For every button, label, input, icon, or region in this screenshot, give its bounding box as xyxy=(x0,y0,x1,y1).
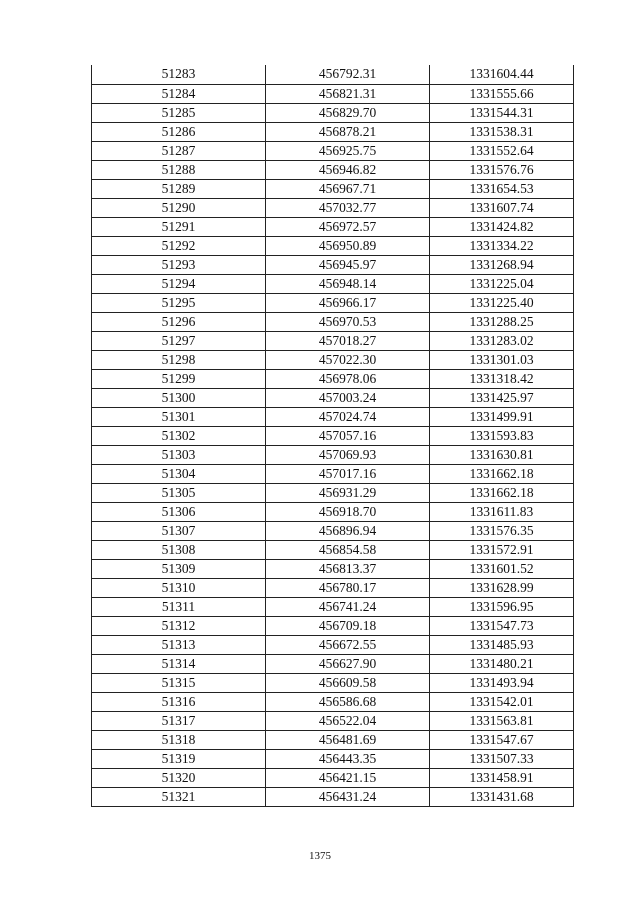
point-id-cell: 51293 xyxy=(92,255,266,274)
y-coordinate-cell: 1331662.18 xyxy=(430,483,574,502)
x-coordinate-cell: 456627.90 xyxy=(266,654,430,673)
y-coordinate-cell: 1331288.25 xyxy=(430,312,574,331)
table-row xyxy=(92,578,574,597)
point-id-cell: 51294 xyxy=(92,274,266,293)
point-id-cell: 51312 xyxy=(92,616,266,635)
table-row xyxy=(92,597,574,616)
point-id-cell: 51300 xyxy=(92,388,266,407)
x-coordinate-cell: 457024.74 xyxy=(266,407,430,426)
table-row xyxy=(92,616,574,635)
point-id-cell: 51305 xyxy=(92,483,266,502)
point-id-cell: 51321 xyxy=(92,787,266,806)
x-coordinate-cell: 456431.24 xyxy=(266,787,430,806)
table-row xyxy=(92,787,574,806)
table-row xyxy=(92,312,574,331)
y-coordinate-cell: 1331431.68 xyxy=(430,787,574,806)
y-coordinate-cell: 1331555.66 xyxy=(430,84,574,103)
point-id-cell: 51286 xyxy=(92,122,266,141)
y-coordinate-cell: 1331611.83 xyxy=(430,502,574,521)
y-coordinate-cell: 1331607.74 xyxy=(430,198,574,217)
x-coordinate-cell: 456821.31 xyxy=(266,84,430,103)
x-coordinate-cell: 456918.70 xyxy=(266,502,430,521)
table-row xyxy=(92,179,574,198)
x-coordinate-cell: 457003.24 xyxy=(266,388,430,407)
point-id-cell: 51299 xyxy=(92,369,266,388)
point-id-cell: 51307 xyxy=(92,521,266,540)
point-id-cell: 51291 xyxy=(92,217,266,236)
x-coordinate-cell: 456813.37 xyxy=(266,559,430,578)
x-coordinate-cell: 456741.24 xyxy=(266,597,430,616)
table-row xyxy=(92,84,574,103)
x-coordinate-cell: 456946.82 xyxy=(266,160,430,179)
x-coordinate-cell: 456481.69 xyxy=(266,730,430,749)
point-id-cell: 51295 xyxy=(92,293,266,312)
point-id-cell: 51314 xyxy=(92,654,266,673)
table-row xyxy=(92,654,574,673)
table-row xyxy=(92,141,574,160)
y-coordinate-cell: 1331225.40 xyxy=(430,293,574,312)
point-id-cell: 51313 xyxy=(92,635,266,654)
y-coordinate-cell: 1331538.31 xyxy=(430,122,574,141)
y-coordinate-cell: 1331547.73 xyxy=(430,616,574,635)
point-id-cell: 51289 xyxy=(92,179,266,198)
x-coordinate-cell: 457069.93 xyxy=(266,445,430,464)
table-row xyxy=(92,768,574,787)
table-row xyxy=(92,711,574,730)
y-coordinate-cell: 1331604.44 xyxy=(430,65,574,84)
y-coordinate-cell: 1331593.83 xyxy=(430,426,574,445)
x-coordinate-cell: 456522.04 xyxy=(266,711,430,730)
table-row xyxy=(92,635,574,654)
y-coordinate-cell: 1331563.81 xyxy=(430,711,574,730)
table-row xyxy=(92,464,574,483)
x-coordinate-cell: 456829.70 xyxy=(266,103,430,122)
y-coordinate-cell: 1331547.67 xyxy=(430,730,574,749)
x-coordinate-cell: 456443.35 xyxy=(266,749,430,768)
x-coordinate-cell: 457017.16 xyxy=(266,464,430,483)
table-row xyxy=(92,692,574,711)
table-row xyxy=(92,730,574,749)
x-coordinate-cell: 456421.15 xyxy=(266,768,430,787)
y-coordinate-cell: 1331301.03 xyxy=(430,350,574,369)
x-coordinate-cell: 456792.31 xyxy=(266,65,430,84)
table-row xyxy=(92,293,574,312)
y-coordinate-cell: 1331425.97 xyxy=(430,388,574,407)
y-coordinate-cell: 1331424.82 xyxy=(430,217,574,236)
x-coordinate-cell: 457018.27 xyxy=(266,331,430,350)
y-coordinate-cell: 1331225.04 xyxy=(430,274,574,293)
point-id-cell: 51317 xyxy=(92,711,266,730)
y-coordinate-cell: 1331630.81 xyxy=(430,445,574,464)
y-coordinate-cell: 1331480.21 xyxy=(430,654,574,673)
y-coordinate-cell: 1331596.95 xyxy=(430,597,574,616)
y-coordinate-cell: 1331334.22 xyxy=(430,236,574,255)
table-row xyxy=(92,103,574,122)
table-row xyxy=(92,122,574,141)
x-coordinate-cell: 456945.97 xyxy=(266,255,430,274)
point-id-cell: 51290 xyxy=(92,198,266,217)
table-row xyxy=(92,502,574,521)
point-id-cell: 51306 xyxy=(92,502,266,521)
x-coordinate-cell: 456966.17 xyxy=(266,293,430,312)
x-coordinate-cell: 456967.71 xyxy=(266,179,430,198)
x-coordinate-cell: 456586.68 xyxy=(266,692,430,711)
y-coordinate-cell: 1331499.91 xyxy=(430,407,574,426)
y-coordinate-cell: 1331628.99 xyxy=(430,578,574,597)
table-row xyxy=(92,426,574,445)
y-coordinate-cell: 1331552.64 xyxy=(430,141,574,160)
y-coordinate-cell: 1331485.93 xyxy=(430,635,574,654)
x-coordinate-cell: 457032.77 xyxy=(266,198,430,217)
y-coordinate-cell: 1331576.35 xyxy=(430,521,574,540)
point-id-cell: 51319 xyxy=(92,749,266,768)
point-id-cell: 51298 xyxy=(92,350,266,369)
table-row xyxy=(92,749,574,768)
y-coordinate-cell: 1331662.18 xyxy=(430,464,574,483)
point-id-cell: 51303 xyxy=(92,445,266,464)
point-id-cell: 51304 xyxy=(92,464,266,483)
x-coordinate-cell: 456950.89 xyxy=(266,236,430,255)
x-coordinate-cell: 456709.18 xyxy=(266,616,430,635)
x-coordinate-cell: 456931.29 xyxy=(266,483,430,502)
table-row xyxy=(92,236,574,255)
coordinate-table xyxy=(91,65,574,807)
y-coordinate-cell: 1331268.94 xyxy=(430,255,574,274)
table-row xyxy=(92,65,574,84)
y-coordinate-cell: 1331654.53 xyxy=(430,179,574,198)
x-coordinate-cell: 456970.53 xyxy=(266,312,430,331)
point-id-cell: 51296 xyxy=(92,312,266,331)
table-row xyxy=(92,350,574,369)
y-coordinate-cell: 1331507.33 xyxy=(430,749,574,768)
page-number: 1375 xyxy=(309,850,331,862)
y-coordinate-cell: 1331544.31 xyxy=(430,103,574,122)
y-coordinate-cell: 1331283.02 xyxy=(430,331,574,350)
table-body xyxy=(92,65,574,806)
point-id-cell: 51311 xyxy=(92,597,266,616)
point-id-cell: 51308 xyxy=(92,540,266,559)
y-coordinate-cell: 1331542.01 xyxy=(430,692,574,711)
x-coordinate-cell: 456925.75 xyxy=(266,141,430,160)
table-row xyxy=(92,274,574,293)
x-coordinate-cell: 456978.06 xyxy=(266,369,430,388)
x-coordinate-cell: 457022.30 xyxy=(266,350,430,369)
y-coordinate-cell: 1331318.42 xyxy=(430,369,574,388)
x-coordinate-cell: 456972.57 xyxy=(266,217,430,236)
point-id-cell: 51315 xyxy=(92,673,266,692)
table-row xyxy=(92,445,574,464)
table-row xyxy=(92,160,574,179)
point-id-cell: 51284 xyxy=(92,84,266,103)
y-coordinate-cell: 1331601.52 xyxy=(430,559,574,578)
table-row xyxy=(92,217,574,236)
point-id-cell: 51287 xyxy=(92,141,266,160)
x-coordinate-cell: 456878.21 xyxy=(266,122,430,141)
point-id-cell: 51283 xyxy=(92,65,266,84)
y-coordinate-cell: 1331576.76 xyxy=(430,160,574,179)
table-row xyxy=(92,559,574,578)
table-row xyxy=(92,331,574,350)
table-row xyxy=(92,198,574,217)
x-coordinate-cell: 456609.58 xyxy=(266,673,430,692)
x-coordinate-cell: 456854.58 xyxy=(266,540,430,559)
x-coordinate-cell: 456672.55 xyxy=(266,635,430,654)
point-id-cell: 51310 xyxy=(92,578,266,597)
table-row xyxy=(92,255,574,274)
x-coordinate-cell: 456896.94 xyxy=(266,521,430,540)
x-coordinate-cell: 456780.17 xyxy=(266,578,430,597)
point-id-cell: 51288 xyxy=(92,160,266,179)
x-coordinate-cell: 457057.16 xyxy=(266,426,430,445)
table-row xyxy=(92,673,574,692)
point-id-cell: 51320 xyxy=(92,768,266,787)
y-coordinate-cell: 1331493.94 xyxy=(430,673,574,692)
point-id-cell: 51309 xyxy=(92,559,266,578)
table-row xyxy=(92,483,574,502)
point-id-cell: 51316 xyxy=(92,692,266,711)
table-row xyxy=(92,388,574,407)
x-coordinate-cell: 456948.14 xyxy=(266,274,430,293)
point-id-cell: 51302 xyxy=(92,426,266,445)
point-id-cell: 51292 xyxy=(92,236,266,255)
y-coordinate-cell: 1331458.91 xyxy=(430,768,574,787)
table-row xyxy=(92,521,574,540)
table-row xyxy=(92,540,574,559)
point-id-cell: 51297 xyxy=(92,331,266,350)
point-id-cell: 51285 xyxy=(92,103,266,122)
table-row xyxy=(92,369,574,388)
point-id-cell: 51301 xyxy=(92,407,266,426)
table-row xyxy=(92,407,574,426)
point-id-cell: 51318 xyxy=(92,730,266,749)
y-coordinate-cell: 1331572.91 xyxy=(430,540,574,559)
